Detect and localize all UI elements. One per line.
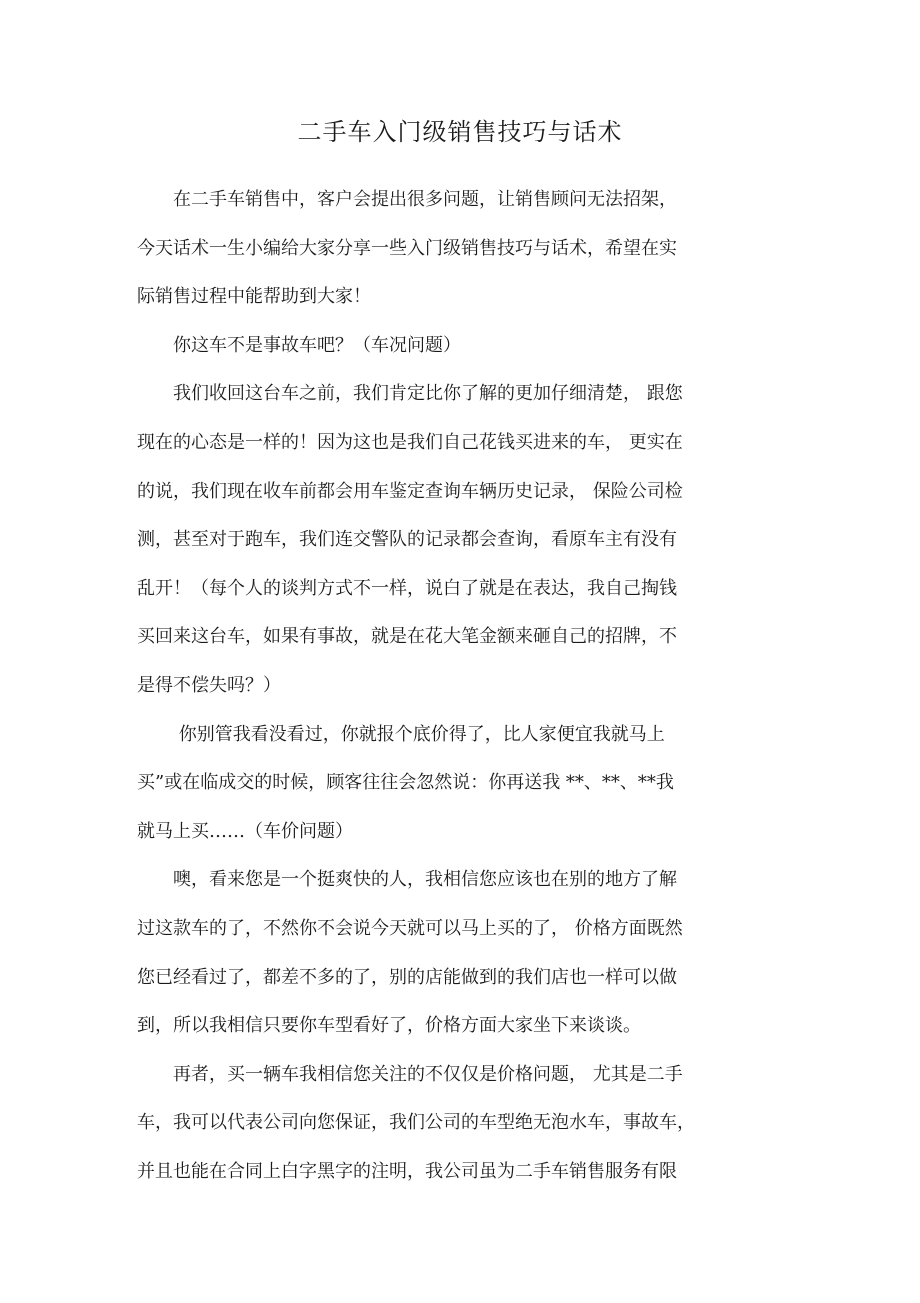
text-line: 您已经看过了，都差不多的了，别的店能做到的我们店也一样可以做 — [137, 966, 677, 988]
text-line: 到，所以我相信只要你车型看好了，价格方面大家坐下来谈谈。 — [137, 1015, 641, 1037]
text-line: 过这款车的了，不然你不会说今天就可以马上买的了， 价格方面既然 — [137, 917, 683, 939]
section-question-line: 你别管我看没看过，你就报个底价得了，比人家便宜我就马上 — [137, 723, 665, 745]
text-line: 就马上买……（车价问题） — [137, 820, 353, 842]
text-line: 是得不偿失吗？） — [137, 674, 281, 696]
text-line: 现在的心态是一样的！因为这也是我们自己花钱买进来的车， 更实在 — [137, 431, 683, 453]
text-line: 测，甚至对于跑车，我们连交警队的记录都会查询，看原车主有没有 — [137, 529, 677, 551]
text-line: 在二手车销售中，客户会提出很多问题，让销售顾问无法招架， — [137, 189, 677, 210]
text-line: 今天话术一生小编给大家分享一些入门级销售技巧与话术，希望在实 — [137, 237, 677, 259]
text-line: 噢，看来您是一个挺爽快的人，我相信您应该也在别的地方了解 — [137, 869, 677, 891]
section-question-line: 你这车不是事故车吧？（车况问题） — [137, 334, 461, 356]
text-line: 买回来这台车，如果有事故，就是在花大笔金额来砸自己的招牌，不 — [137, 626, 677, 648]
text-line: 并且也能在合同上白字黑字的注明，我公司虽为二手车销售服务有限 — [137, 1160, 677, 1182]
text-line: 乱开！（每个人的谈判方式不一样，说白了就是在表达，我自己掏钱 — [137, 577, 677, 599]
text-line: 再者，买一辆车我相信您关注的不仅仅是价格问题， 尤其是二手 — [137, 1063, 683, 1085]
text-line: 车，我可以代表公司向您保证，我们公司的车型绝无泡水车，事故车， — [137, 1112, 695, 1134]
text-line: 际销售过程中能帮助到大家！ — [137, 286, 371, 308]
text-line: 我们收回这台车之前，我们肯定比你了解的更加仔细清楚， 跟您 — [137, 383, 683, 405]
document-title: 二手车入门级销售技巧与话术 — [297, 118, 623, 146]
document-body — [137, 176, 737, 1196]
text-line: 的说，我们现在收车前都会用车鉴定查询车辆历史记录， 保险公司检 — [137, 480, 683, 502]
text-line: 买”或在临成交的时候，顾客往往会忽然说：你再送我 **、**、**我 — [137, 772, 674, 794]
